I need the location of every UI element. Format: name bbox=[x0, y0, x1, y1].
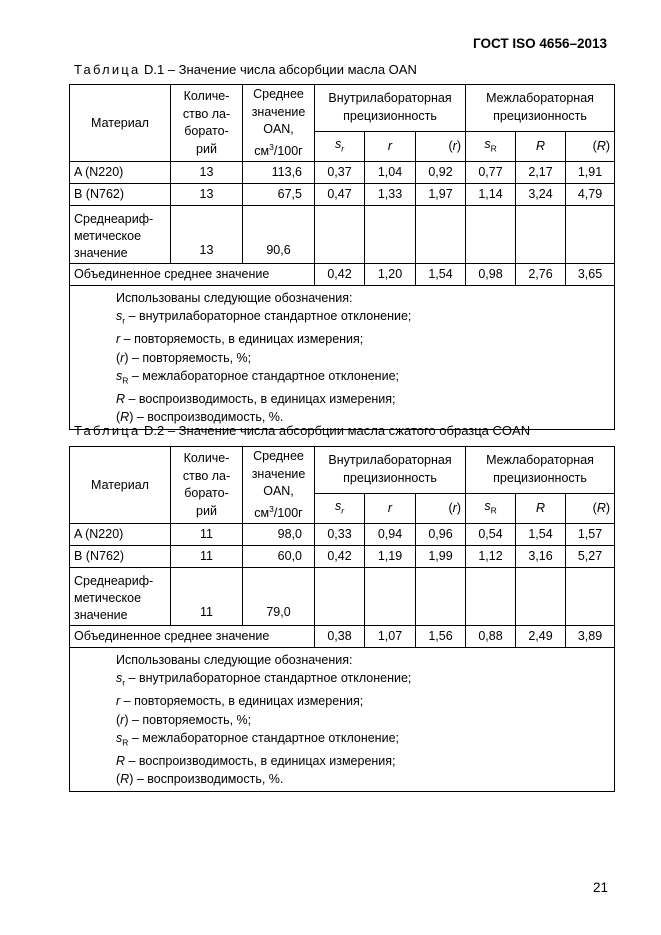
cell-value: 0,37 bbox=[315, 162, 365, 184]
cell-value: 0,88 bbox=[466, 626, 516, 648]
header-within-lab: Внутрилабораторная прецизионность bbox=[315, 85, 466, 132]
cell-material: A (N220) bbox=[70, 524, 171, 546]
cell-value: 1,07 bbox=[365, 626, 416, 648]
cell-mean: 113,6 bbox=[243, 162, 315, 184]
note-line: $s_R$ – межлабораторное стандартное отклонение; bbox=[116, 368, 399, 386]
header-r-pct: (r) bbox=[416, 131, 466, 161]
header-R: R bbox=[516, 131, 566, 161]
header-mean: Среднее значение OAN, $см^3/100г$ bbox=[243, 447, 315, 524]
standard-designation: ГОСТ ISO 4656–2013 bbox=[473, 36, 607, 51]
header-mean: Среднее значение OAN, $см^3/100г$ bbox=[243, 85, 315, 162]
data-table bbox=[69, 84, 614, 430]
header-r: r bbox=[365, 131, 416, 161]
cell-value: 1,20 bbox=[365, 264, 416, 286]
table-row-combined bbox=[70, 264, 615, 286]
cell-value: 0,38 bbox=[315, 626, 365, 648]
cell-labs: 13 bbox=[171, 184, 243, 206]
note-line: r – повторяемость, в единицах измерения; bbox=[116, 694, 364, 709]
cell-value: 1,33 bbox=[365, 184, 416, 206]
caption-label: Таблица bbox=[74, 62, 141, 77]
note-line: R – воспроизводимость, в единицах измерения; bbox=[116, 753, 396, 768]
note-line: (r) – повторяемость, %; bbox=[116, 712, 252, 727]
cell-value: 0,54 bbox=[466, 524, 516, 546]
header-R: R bbox=[516, 493, 566, 523]
cell-mean: 60,0 bbox=[243, 546, 315, 568]
cell-value: 4,79 bbox=[566, 184, 615, 206]
table-caption bbox=[74, 423, 530, 438]
cell-value: 5,27 bbox=[566, 546, 615, 568]
cell-value: 1,12 bbox=[466, 546, 516, 568]
cell-combined-label: Объединенное среднее значение bbox=[70, 626, 315, 648]
cell-value: 3,16 bbox=[516, 546, 566, 568]
header-sr: $s_r$ bbox=[315, 493, 365, 523]
header-sR: $s_R$ bbox=[466, 131, 516, 161]
cell-value: 3,89 bbox=[566, 626, 615, 648]
header-R-pct: (R) bbox=[566, 131, 615, 161]
cell-value: 1,19 bbox=[365, 546, 416, 568]
cell-value: 2,49 bbox=[516, 626, 566, 648]
cell-labs: 13 bbox=[171, 206, 243, 264]
cell-labs: 11 bbox=[171, 524, 243, 546]
table-notes bbox=[70, 648, 615, 792]
cell-value: 0,33 bbox=[315, 524, 365, 546]
cell-material: B (N762) bbox=[70, 184, 171, 206]
cell-labs: 11 bbox=[171, 546, 243, 568]
cell-value: 1,91 bbox=[566, 162, 615, 184]
table-row bbox=[70, 546, 615, 568]
caption-label: Таблица bbox=[74, 423, 141, 438]
table-row-average bbox=[70, 206, 615, 264]
note-line: $s_r$ – внутрилабораторное стандартное отклонение; bbox=[116, 671, 412, 688]
cell-value: 0,42 bbox=[315, 546, 365, 568]
note-line: R – воспроизводимость, в единицах измерения; bbox=[116, 391, 396, 406]
table-notes bbox=[70, 286, 615, 430]
header-r-pct: (r) bbox=[416, 493, 466, 523]
cell-value: 2,17 bbox=[516, 162, 566, 184]
cell-labs: 11 bbox=[171, 568, 243, 626]
cell-value: 1,57 bbox=[566, 524, 615, 546]
table-row-combined bbox=[70, 626, 615, 648]
note-line: (R) – воспроизводимость, %. bbox=[116, 771, 284, 786]
cell-labs: 13 bbox=[171, 162, 243, 184]
cell-value: 1,97 bbox=[416, 184, 466, 206]
cell-value: 1,04 bbox=[365, 162, 416, 184]
cell-value: 0,42 bbox=[315, 264, 365, 286]
data-table bbox=[69, 446, 614, 792]
cell-value: 2,76 bbox=[516, 264, 566, 286]
cell-value: 3,24 bbox=[516, 184, 566, 206]
header-labs: Количе- ство ла- борато- рий bbox=[171, 447, 243, 524]
cell-combined-label: Объединенное среднее значение bbox=[70, 264, 315, 286]
cell-value: 0,92 bbox=[416, 162, 466, 184]
cell-mean: 79,0 bbox=[243, 568, 315, 626]
caption-text: D.2 – Значение числа абсорбции масла сжатого образца COAN bbox=[144, 423, 531, 438]
cell-value: 3,65 bbox=[566, 264, 615, 286]
header-between-lab: Межлабораторная прецизионность bbox=[466, 85, 615, 132]
cell-value: 1,14 bbox=[466, 184, 516, 206]
caption-text: D.1 – Значение числа абсорбции масла OAN bbox=[144, 62, 417, 77]
cell-material: B (N762) bbox=[70, 546, 171, 568]
cell-mean: 98,0 bbox=[243, 524, 315, 546]
note-intro: Использованы следующие обозначения: bbox=[116, 291, 353, 306]
cell-value: 1,54 bbox=[516, 524, 566, 546]
cell-value: 1,54 bbox=[416, 264, 466, 286]
cell-mean: 90,6 bbox=[243, 206, 315, 264]
note-line: (R) – воспроизводимость, %. bbox=[116, 409, 284, 424]
table-caption bbox=[74, 62, 417, 77]
header-labs: Количе- ство ла- борато- рий bbox=[171, 85, 243, 162]
cell-value: 1,99 bbox=[416, 546, 466, 568]
note-line: r – повторяемость, в единицах измерения; bbox=[116, 332, 364, 347]
cell-value: 0,47 bbox=[315, 184, 365, 206]
cell-value: 0,96 bbox=[416, 524, 466, 546]
cell-material: Среднеариф- метическое значение bbox=[70, 206, 171, 264]
cell-value: 0,94 bbox=[365, 524, 416, 546]
page-number: 21 bbox=[593, 880, 609, 895]
header-material: Материал bbox=[70, 85, 171, 162]
note-line: (r) – повторяемость, %; bbox=[116, 350, 252, 365]
header-between-lab: Межлабораторная прецизионность bbox=[466, 447, 615, 494]
cell-value: 0,98 bbox=[466, 264, 516, 286]
cell-value: 1,56 bbox=[416, 626, 466, 648]
header-sr: $s_r$ bbox=[315, 131, 365, 161]
header-R-pct: (R) bbox=[566, 493, 615, 523]
table-row bbox=[70, 524, 615, 546]
notes-cell bbox=[70, 648, 615, 792]
cell-material: A (N220) bbox=[70, 162, 171, 184]
cell-value: 0,77 bbox=[466, 162, 516, 184]
header-r: r bbox=[365, 493, 416, 523]
note-intro: Использованы следующие обозначения: bbox=[116, 653, 353, 668]
table-row bbox=[70, 184, 615, 206]
header-sR: $s_R$ bbox=[466, 493, 516, 523]
header-material: Материал bbox=[70, 447, 171, 524]
cell-mean: 67,5 bbox=[243, 184, 315, 206]
note-line: $s_r$ – внутрилабораторное стандартное отклонение; bbox=[116, 309, 412, 326]
table-row bbox=[70, 162, 615, 184]
note-line: $s_R$ – межлабораторное стандартное отклонение; bbox=[116, 730, 399, 748]
table-row-average bbox=[70, 568, 615, 626]
header-within-lab: Внутрилабораторная прецизионность bbox=[315, 447, 466, 494]
notes-cell bbox=[70, 286, 615, 430]
cell-material: Среднеариф- метическое значение bbox=[70, 568, 171, 626]
